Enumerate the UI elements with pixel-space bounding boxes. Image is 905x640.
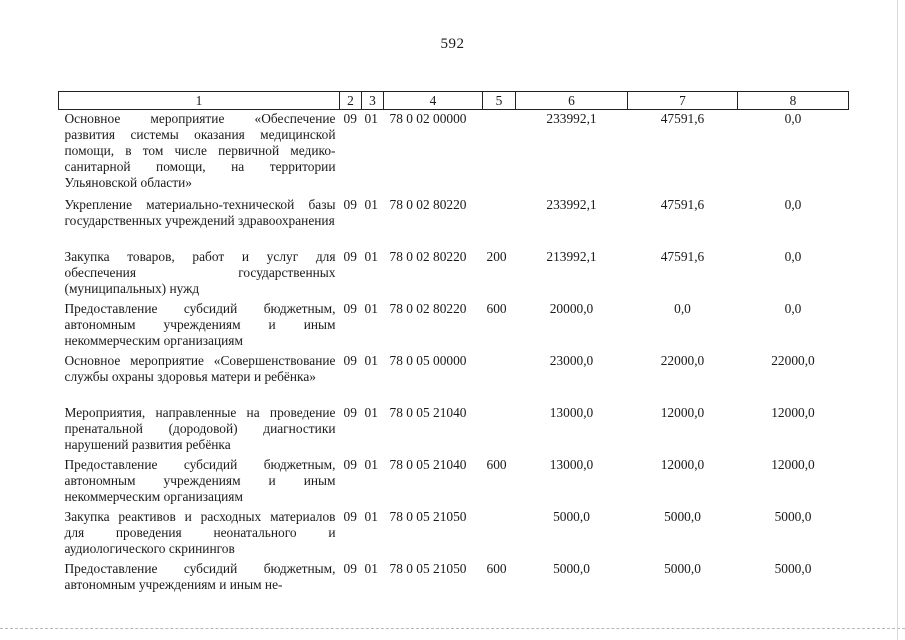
row-value-7: 47591,6: [660, 196, 705, 212]
row-expense-type: [483, 508, 516, 560]
row-target-article: 78 0 02 80220: [389, 300, 467, 316]
row-subsection: 01: [364, 560, 378, 576]
row-value-7: 22000,0: [660, 352, 705, 368]
row-expense-type: 600: [486, 560, 507, 576]
header-col-4: 4: [384, 92, 483, 110]
row-section: 09: [343, 352, 357, 368]
row-target-article: 78 0 02 80220: [389, 248, 467, 264]
row-subsection: 01: [364, 196, 378, 212]
row-value-8: 0,0: [784, 300, 802, 316]
row-value-7: 47591,6: [660, 111, 705, 126]
row-name: Закупка товаров, работ и услуг для обеспечения государственных (муниципальных) нужд: [64, 248, 336, 296]
row-expense-type: [483, 196, 516, 248]
header-col-7: 7: [628, 92, 738, 110]
row-value-6: 13000,0: [549, 456, 594, 472]
row-name: Основное мероприятие «Обеспечение развития системы оказания медицинской помощи, в том числе первичной медико-санитарной помощи, на территории Ульяновской области»: [64, 111, 336, 190]
row-name: Предоставление субсидий бюджетным, автономным учреждениям и иным не-: [64, 560, 336, 592]
row-target-article: 78 0 02 00000: [389, 111, 467, 126]
header-col-6: 6: [516, 92, 628, 110]
row-section: 09: [343, 560, 357, 576]
table-row: [59, 196, 849, 248]
table-row: [59, 456, 849, 508]
row-value-6: 23000,0: [549, 352, 594, 368]
row-section: 09: [343, 196, 357, 212]
header-col-2: 2: [340, 92, 362, 110]
header-col-1: 1: [59, 92, 340, 110]
row-target-article: 78 0 05 21040: [389, 456, 467, 472]
row-value-7: 0,0: [674, 300, 691, 316]
budget-table: [58, 91, 849, 596]
row-name: Мероприятия, направленные на проведение пренатальной (дородовой) диагностики нарушений развития ребёнка: [64, 404, 336, 452]
row-expense-type: [483, 110, 516, 196]
row-value-8: 5000,0: [774, 508, 812, 524]
scan-edge-right: [897, 0, 898, 640]
row-section: 09: [343, 300, 357, 316]
row-expense-type: [483, 404, 516, 456]
table-row: [59, 404, 849, 456]
table-row: [59, 352, 849, 404]
row-value-8: 12000,0: [771, 456, 815, 472]
page-number: 592: [440, 36, 465, 52]
row-target-article: 78 0 02 80220: [389, 196, 467, 212]
row-section: 09: [343, 248, 357, 264]
row-value-6: 233992,1: [546, 111, 597, 126]
row-name: Основное мероприятие «Совершенствование службы охраны здоровья матери и ребёнка»: [64, 352, 336, 384]
row-value-6: 13000,0: [549, 404, 594, 420]
row-expense-type: 600: [486, 300, 507, 316]
row-subsection: 01: [364, 456, 378, 472]
table-row: [59, 560, 849, 596]
header-col-5: 5: [483, 92, 516, 110]
row-target-article: 78 0 05 00000: [389, 352, 467, 368]
row-value-7: 5000,0: [664, 508, 701, 524]
row-value-6: 213992,1: [546, 248, 597, 264]
row-subsection: 01: [364, 300, 378, 316]
row-value-7: 5000,0: [664, 560, 701, 576]
row-name: Укрепление материально-технической базы государственных учреждений здравоохранения: [64, 196, 336, 228]
row-target-article: 78 0 05 21050: [389, 508, 467, 524]
row-value-8: 22000,0: [771, 352, 815, 368]
row-section: 09: [343, 404, 357, 420]
row-section: 09: [343, 456, 357, 472]
row-subsection: 01: [364, 508, 378, 524]
scan-edge-bottom: [0, 628, 905, 629]
row-value-8: 0,0: [784, 111, 802, 126]
row-name: Закупка реактивов и расходных материалов для проведения неонатального и аудиологического скринингов: [64, 508, 336, 556]
row-expense-type: [483, 352, 516, 404]
row-value-7: 12000,0: [660, 456, 705, 472]
row-value-6: 233992,1: [546, 196, 597, 212]
table-row: [59, 300, 849, 352]
row-value-7: 12000,0: [660, 404, 705, 420]
row-subsection: 01: [364, 404, 378, 420]
row-value-6: 20000,0: [549, 300, 594, 316]
row-section: 09: [343, 508, 357, 524]
row-value-8: 12000,0: [771, 404, 815, 420]
row-expense-type: 600: [486, 456, 507, 472]
row-value-6: 5000,0: [553, 560, 590, 576]
row-expense-type: 200: [486, 248, 507, 264]
table-row: [59, 248, 849, 300]
row-target-article: 78 0 05 21050: [389, 560, 467, 576]
row-name: Предоставление субсидий бюджетным, автономным учреждениям и иным некоммерческим организациям: [64, 300, 336, 348]
row-value-7: 47591,6: [660, 248, 705, 264]
row-value-8: 0,0: [784, 196, 802, 212]
row-section: 09: [343, 111, 357, 126]
header-col-8: 8: [738, 92, 849, 110]
row-subsection: 01: [364, 248, 378, 264]
row-subsection: 01: [364, 352, 378, 368]
row-name: Предоставление субсидий бюджетным, автономным учреждениям и иным некоммерческим организациям: [64, 456, 336, 504]
table-header-row: [59, 92, 849, 110]
table-row: [59, 508, 849, 560]
header-col-3: 3: [362, 92, 384, 110]
table-row: [59, 110, 849, 196]
row-target-article: 78 0 05 21040: [389, 404, 467, 420]
row-value-8: 0,0: [784, 248, 802, 264]
row-value-8: 5000,0: [774, 560, 812, 576]
row-value-6: 5000,0: [553, 508, 590, 524]
row-subsection: 01: [364, 111, 378, 126]
